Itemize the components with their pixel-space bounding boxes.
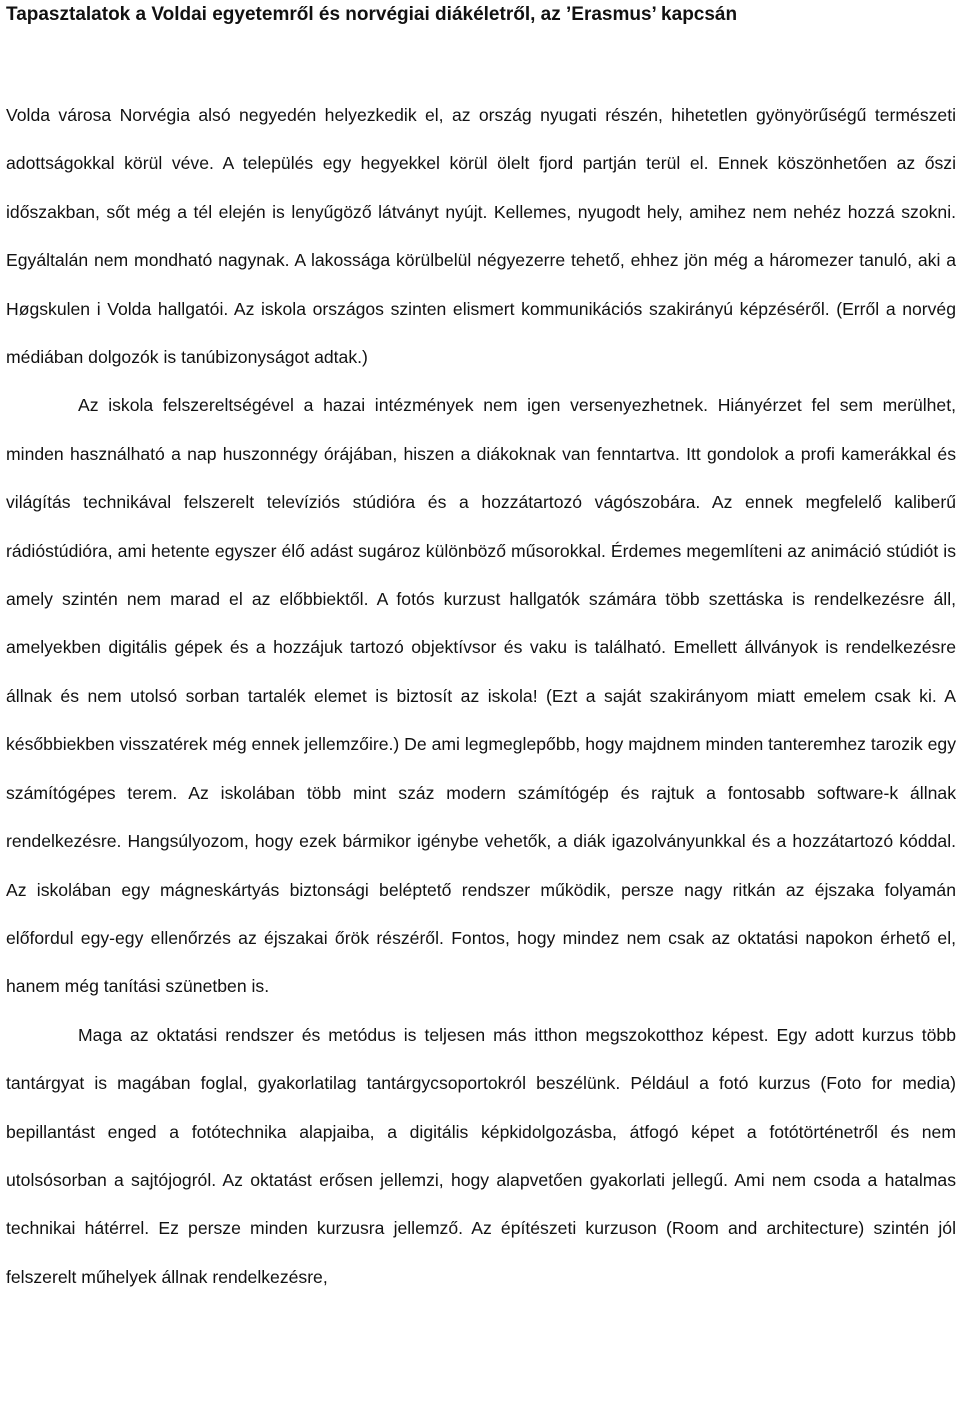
paragraph-education-system: Maga az oktatási rendszer és metódus is teljesen más itthon megszokotthoz képest. Egy adott kurzus több tantárgyat is magában foglal, gyakorlatilag tantárgycsoportokról beszélünk. Például a fotó kurzus (Foto for media) bepillantást enged a fotótechnika alapjaiba, a digitális képkidolgozásba, átfogó képet a fotótörténetről és nem utolsósorban a sajtójogról. Az oktatást erősen jellemzi, hogy alapvetően gyakorlati jellegű. Ami nem csoda a hatalmas technikai hátérrel. Ez persze minden kurzusra jellemző. Az építészeti kurzuson (Room and architecture) szintén jól felszerelt műhelyek állnak rendelkezésre, bbox=[6, 1024, 956, 1287]
paragraph-volda-intro: Volda városa Norvégia alsó negyedén helyezkedik el, az ország nyugati részén, hihetetlen gyönyörűségű természeti adottságokkal körül véve. A település egy hegyekkel körül ölelt fjord partján terül el. Ennek köszönhetően az őszi időszakban, sőt még a tél elején is lenyűgöző látványt nyújt. Kellemes, nyugodt hely, amihez nem nehéz hozzá szokni. Egyáltalán nem mondható nagynak. A lakossága körülbelül négyezerre tehető, ehhez jön még a háromezer tanuló, aki a Høgskulen i Volda hallgatói. Az iskola országos szinten elismert kommunikációs szakirányú képzéséről. (Erről a norvég médiában dolgozók is tanúbizonyságot adtak.) bbox=[6, 105, 956, 368]
document-page bbox=[6, 0, 956, 1301]
document-title: Tapasztalatok a Voldai egyetemről és norvégiai diákéletről, az ’Erasmus’ kapcsán bbox=[6, 4, 738, 25]
paragraph-school-equipment: Az iskola felszereltségével a hazai intézmények nem igen versenyezhetnek. Hiányérzet fel sem merülhet, minden használható a nap huszonnégy órájában, hiszen a diákoknak van fenntartva. Itt gondolok a profi kamerákkal és világítás technikával felszerelt televíziós stúdióra és a hozzátartozó vágószobára. Az ennek megfelelő kaliberű rádióstúdióra, ami hetente egyszer élő adást sugároz különböző műsorokkal. Érdemes megemlíteni az animáció stúdiót is amely szintén nem marad el az előbbiektől. A fotós kurzust hallgatók számára több szettáska is rendelkezésre áll, amelyekben digitális gépek és a hozzájuk tartozó objektívsor és vaku is található. Emellett állványok is rendelkezésre állnak és nem utolsó sorban tartalék elemet is biztosít az iskola! (Ezt a saját szakirányom miatt emelem csak ki. A későbbiekben visszatérek még ennek jellemzőire.) De ami legmeglepőbb, hogy majdnem minden tanteremhez tarozik egy számítógépes terem. Az iskolában több mint száz modern számítógép és rajtuk a fontosabb software-k állnak rendelkezésre. Hangsúlyozom, hogy ezek bármikor igénybe vehetők, a diák igazolványunkkal és a hozzátartozó kóddal. Az iskolában egy mágneskártyás biztonsági beléptető rendszer működik, persze nagy ritkán az éjszaka folyamán előfordul egy-egy ellenőrzés az éjszakai őrök részéről. Fontos, hogy mindez nem csak az oktatási napokon érhető el, hanem még tanítási szünetben is. bbox=[6, 395, 956, 997]
